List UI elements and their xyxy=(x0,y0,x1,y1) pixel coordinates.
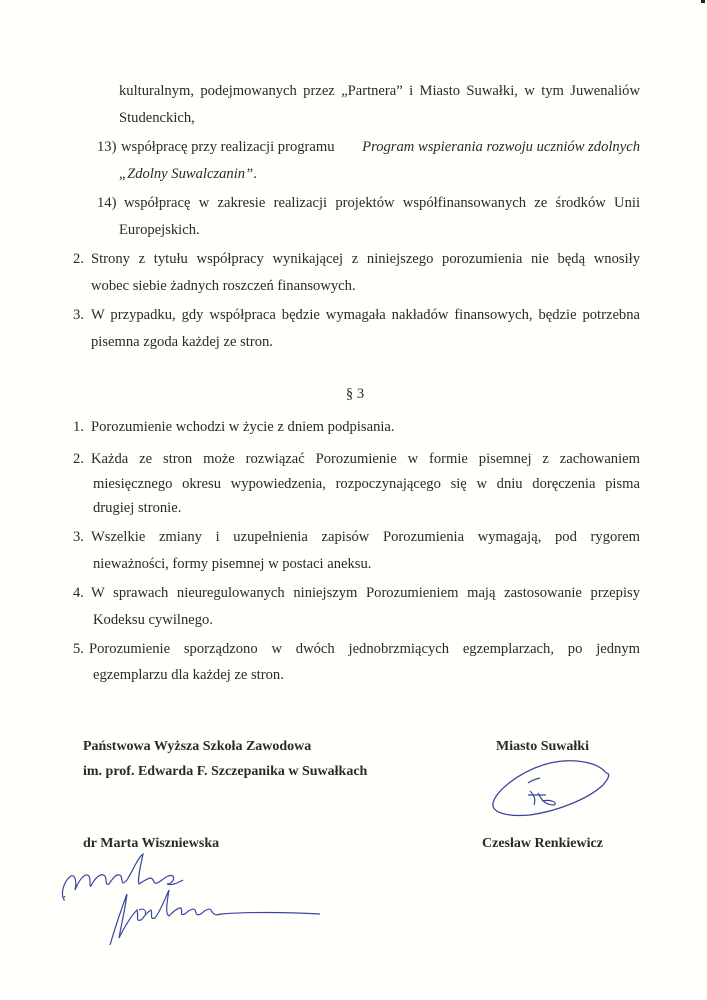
s3-point2-line3: drugiej stronie. xyxy=(93,500,182,516)
item13-program-title: Program wspierania rozwoju uczniów zdolnych xyxy=(362,139,640,155)
scan-corner-mark xyxy=(701,0,705,3)
s3-point1-line1: Porozumienie wchodzi w życie z dniem podpisania. xyxy=(91,419,395,435)
s2-point3-number: 3. xyxy=(73,307,84,323)
s3-point2-line1: Każda ze stron może rozwiązać Porozumienie w formie pisemnej z zachowaniem xyxy=(91,451,640,467)
right-handwritten-signature xyxy=(488,755,613,825)
s3-point4-line1: W sprawach nieuregulowanych niniejszym Porozumieniem mają zastosowanie przepisy xyxy=(91,585,640,601)
right-signatory-name: Czesław Renkiewicz xyxy=(482,836,603,851)
item13-line1 xyxy=(121,138,640,156)
s3-point5-line1: Porozumienie sporządzono w dwóch jednobrzmiących egzemplarzach, po jednym xyxy=(89,641,640,657)
right-institution: Miasto Suwałki xyxy=(496,739,589,754)
s3-point4-number: 4. xyxy=(73,585,84,601)
s3-point3-line2: nieważności, formy pisemnej w postaci aneksu. xyxy=(93,556,372,572)
item14-line1: współpracę w zakresie realizacji projektów współfinansowanych ze środków Unii xyxy=(124,195,640,211)
s3-point4-line2: Kodeksu cywilnego. xyxy=(93,612,213,628)
item13-line2 xyxy=(119,165,257,183)
s3-point2-line2: miesięcznego okresu wypowiedzenia, rozpoczynającego się w dniu doręczenia pisma xyxy=(93,476,640,492)
item13-period: . xyxy=(253,166,257,182)
s3-point5-line2: egzemplarzu dla każdej ze stron. xyxy=(93,667,284,683)
item13-program-name: „Zdolny Suwalczanin” xyxy=(119,166,254,182)
item12-line2: Studenckich, xyxy=(119,110,195,126)
s2-point3-line2: pisemna zgoda każdej ze stron. xyxy=(91,334,273,350)
left-handwritten-signature xyxy=(55,850,335,955)
left-signatory-name: dr Marta Wiszniewska xyxy=(83,836,220,851)
item14-line2: Europejskich. xyxy=(119,222,200,238)
left-institution-line1: Państwowa Wyższa Szkoła Zawodowa xyxy=(83,739,312,754)
item13-number: 13) xyxy=(97,139,117,155)
item14-number: 14) xyxy=(97,195,117,211)
item12-line1: kulturalnym, podejmowanych przez „Partnera” i Miasto Suwałki, w tym Juwenaliów xyxy=(119,83,640,99)
s3-point3-number: 3. xyxy=(73,529,84,545)
s2-point2-number: 2. xyxy=(73,251,84,267)
left-institution-line2: im. prof. Edwarda F. Szczepanika w Suwałkach xyxy=(83,764,368,779)
s2-point2-line2: wobec siebie żadnych roszczeń finansowych. xyxy=(91,278,356,294)
s3-point5-number: 5. xyxy=(73,641,84,657)
s2-point2-line1: Strony z tytułu współpracy wynikającej z niniejszego porozumienia nie będą wnosiły xyxy=(91,251,640,267)
s3-point2-number: 2. xyxy=(73,451,84,467)
s3-point1-number: 1. xyxy=(73,419,84,435)
s2-point3-line1: W przypadku, gdy współpraca będzie wymagała nakładów finansowych, będzie potrzebna xyxy=(91,307,640,323)
s3-point3-line1: Wszelkie zmiany i uzupełnienia zapisów Porozumienia wymagają, pod rygorem xyxy=(91,529,640,545)
item13-text: współpracę przy realizacji programu xyxy=(121,139,335,155)
section3-heading: § 3 xyxy=(345,386,365,402)
